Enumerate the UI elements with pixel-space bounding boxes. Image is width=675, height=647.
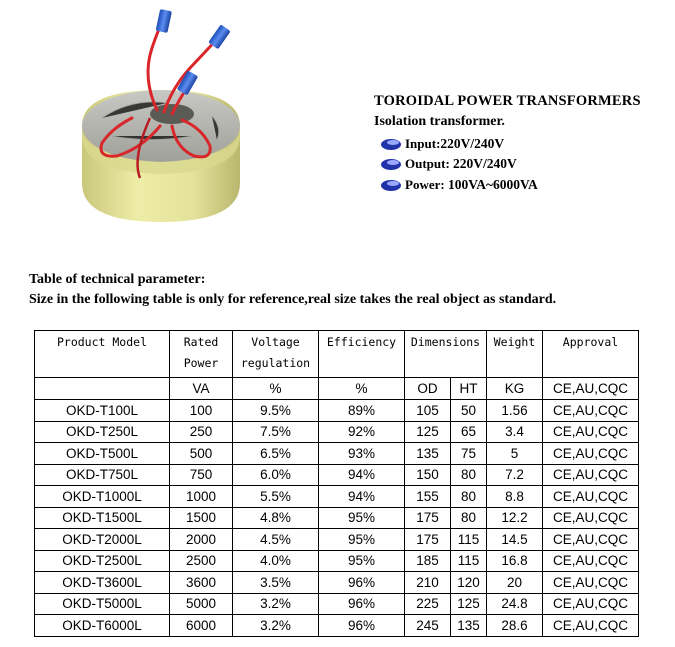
- cell-weight: 16.8: [487, 550, 543, 572]
- cell-od: 150: [405, 464, 451, 486]
- cell-voltage: 4.0%: [233, 550, 319, 572]
- cell-voltage: 4.8%: [233, 507, 319, 529]
- cell-weight: 7.2: [487, 464, 543, 486]
- table-row: [35, 400, 639, 422]
- cell-ht: 120: [451, 572, 487, 594]
- unit-efficiency: %: [319, 378, 405, 400]
- header-rated-line2: Power: [170, 356, 233, 378]
- table-row: [35, 572, 639, 594]
- cell-approval: CE,AU,CQC: [543, 529, 639, 551]
- cell-approval: CE,AU,CQC: [543, 400, 639, 422]
- cell-rated: 100: [170, 400, 233, 422]
- table-row: [35, 593, 639, 615]
- toroidal-transformer-image: [72, 8, 250, 248]
- cell-voltage: 6.5%: [233, 443, 319, 465]
- table-note: Size in the following table is only for reference,real size takes the real object as standard.: [29, 292, 557, 307]
- spec-label: Output:: [405, 156, 454, 171]
- page-subtitle: Isolation transformer.: [374, 114, 505, 129]
- cell-weight: 3.4: [487, 421, 543, 443]
- cell-weight: 24.8: [487, 593, 543, 615]
- cell-rated: 250: [170, 421, 233, 443]
- unit-voltage: %: [233, 378, 319, 400]
- spec-value: 220V/240V: [440, 136, 505, 151]
- cell-efficiency: 95%: [319, 529, 405, 551]
- blue-bullet-icon: [380, 137, 404, 151]
- header-approval: Approval: [543, 331, 639, 378]
- cell-voltage: 6.0%: [233, 464, 319, 486]
- cell-model: OKD-T750L: [35, 464, 170, 486]
- spec-value: 220V/240V: [453, 156, 517, 171]
- cell-efficiency: 89%: [319, 400, 405, 422]
- technical-parameter-table: [34, 330, 639, 637]
- cell-rated: 5000: [170, 593, 233, 615]
- cell-approval: CE,AU,CQC: [543, 464, 639, 486]
- cell-approval: CE,AU,CQC: [543, 550, 639, 572]
- cell-approval: CE,AU,CQC: [543, 593, 639, 615]
- cell-voltage: 9.5%: [233, 400, 319, 422]
- table-heading: Table of technical parameter:: [29, 272, 206, 287]
- cell-approval: CE,AU,CQC: [543, 486, 639, 508]
- cell-od: 225: [405, 593, 451, 615]
- cell-od: 135: [405, 443, 451, 465]
- cell-voltage: 4.5%: [233, 529, 319, 551]
- cell-ht: 115: [451, 550, 487, 572]
- cell-model: OKD-T6000L: [35, 615, 170, 637]
- units-row: [35, 378, 639, 400]
- cell-efficiency: 95%: [319, 550, 405, 572]
- table-row: [35, 443, 639, 465]
- cell-ht: 50: [451, 400, 487, 422]
- blue-bullet-icon: [380, 178, 404, 192]
- cell-approval: CE,AU,CQC: [543, 443, 639, 465]
- unit-approval: CE,AU,CQC: [543, 378, 639, 400]
- cell-efficiency: 92%: [319, 421, 405, 443]
- cell-ht: 80: [451, 507, 487, 529]
- cell-od: 175: [405, 507, 451, 529]
- header-voltage-regulation: [233, 331, 319, 357]
- cell-od: 105: [405, 400, 451, 422]
- cell-efficiency: 96%: [319, 615, 405, 637]
- cell-approval: CE,AU,CQC: [543, 421, 639, 443]
- cell-efficiency: 93%: [319, 443, 405, 465]
- table-row: [35, 507, 639, 529]
- cell-model: OKD-T5000L: [35, 593, 170, 615]
- unit-weight: KG: [487, 378, 543, 400]
- cell-model: OKD-T2500L: [35, 550, 170, 572]
- cell-ht: 115: [451, 529, 487, 551]
- cell-od: 185: [405, 550, 451, 572]
- cell-ht: 125: [451, 593, 487, 615]
- cell-ht: 135: [451, 615, 487, 637]
- table-row: [35, 486, 639, 508]
- cell-voltage: 3.2%: [233, 615, 319, 637]
- cell-od: 210: [405, 572, 451, 594]
- unit-ht: HT: [451, 378, 487, 400]
- cell-od: 155: [405, 486, 451, 508]
- cell-rated: 2500: [170, 550, 233, 572]
- cell-rated: 500: [170, 443, 233, 465]
- page-title: TOROIDAL POWER TRANSFORMERS: [374, 93, 641, 109]
- cell-od: 245: [405, 615, 451, 637]
- header-dimensions: Dimensions: [405, 331, 487, 378]
- cell-voltage: 5.5%: [233, 486, 319, 508]
- cell-od: 175: [405, 529, 451, 551]
- cell-ht: 75: [451, 443, 487, 465]
- header-efficiency: Efficiency: [319, 331, 405, 378]
- cell-model: OKD-T500L: [35, 443, 170, 465]
- cell-approval: CE,AU,CQC: [543, 615, 639, 637]
- header-product-model: Product Model: [35, 331, 170, 378]
- spec-label: Input:: [405, 136, 441, 151]
- cell-rated: 3600: [170, 572, 233, 594]
- blue-bullet-icon: [380, 157, 404, 171]
- header-voltage-line1: Voltage: [251, 335, 300, 349]
- cell-rated: 2000: [170, 529, 233, 551]
- cell-efficiency: 96%: [319, 572, 405, 594]
- cell-model: OKD-T3600L: [35, 572, 170, 594]
- header-rated-power: [170, 331, 233, 357]
- cell-rated: 1500: [170, 507, 233, 529]
- cell-efficiency: 94%: [319, 486, 405, 508]
- header-rated-line1: Rated: [183, 335, 219, 349]
- header-voltage-line2: regulation: [233, 356, 319, 378]
- cell-voltage: 3.2%: [233, 593, 319, 615]
- cell-weight: 28.6: [487, 615, 543, 637]
- cell-efficiency: 96%: [319, 593, 405, 615]
- cell-weight: 20: [487, 572, 543, 594]
- unit-model: [35, 378, 170, 400]
- cell-weight: 5: [487, 443, 543, 465]
- table-row: [35, 421, 639, 443]
- cell-approval: CE,AU,CQC: [543, 572, 639, 594]
- cell-voltage: 7.5%: [233, 421, 319, 443]
- cell-model: OKD-T2000L: [35, 529, 170, 551]
- unit-rated: VA: [170, 378, 233, 400]
- unit-od: OD: [405, 378, 451, 400]
- cell-ht: 80: [451, 486, 487, 508]
- cell-ht: 65: [451, 421, 487, 443]
- header-weight: Weight: [487, 331, 543, 378]
- cell-rated: 1000: [170, 486, 233, 508]
- spec-input: [380, 136, 504, 152]
- cell-model: OKD-T250L: [35, 421, 170, 443]
- spec-output: [380, 156, 517, 172]
- table-row: [35, 615, 639, 637]
- cell-rated: 750: [170, 464, 233, 486]
- spec-label: Power:: [405, 177, 448, 192]
- cell-model: OKD-T1000L: [35, 486, 170, 508]
- table-row: [35, 464, 639, 486]
- table-header-row: [35, 331, 639, 357]
- cell-weight: 12.2: [487, 507, 543, 529]
- cell-approval: CE,AU,CQC: [543, 507, 639, 529]
- cell-efficiency: 94%: [319, 464, 405, 486]
- cell-weight: 14.5: [487, 529, 543, 551]
- cell-model: OKD-T100L: [35, 400, 170, 422]
- cell-od: 125: [405, 421, 451, 443]
- spec-power: [380, 177, 538, 193]
- table-row: [35, 529, 639, 551]
- spec-value: 100VA~6000VA: [447, 177, 538, 192]
- cell-model: OKD-T1500L: [35, 507, 170, 529]
- table-row: [35, 550, 639, 572]
- cell-efficiency: 95%: [319, 507, 405, 529]
- cell-weight: 8.8: [487, 486, 543, 508]
- cell-weight: 1.56: [487, 400, 543, 422]
- cell-rated: 6000: [170, 615, 233, 637]
- cell-ht: 80: [451, 464, 487, 486]
- cell-voltage: 3.5%: [233, 572, 319, 594]
